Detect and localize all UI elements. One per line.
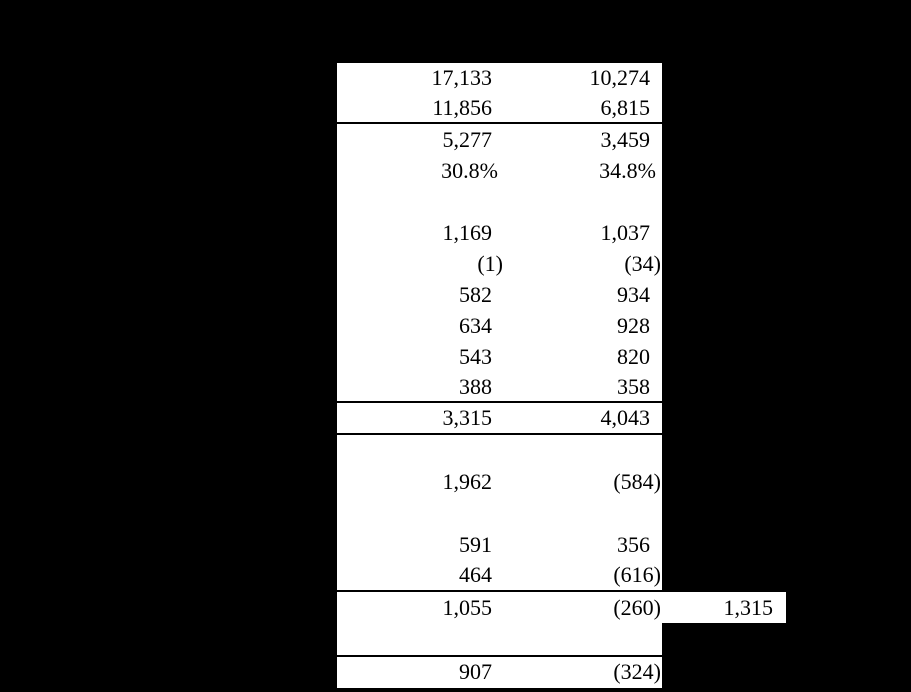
value-cell: 4,043 xyxy=(600,405,650,430)
value-cell: 907 xyxy=(459,658,492,684)
value-cell: 6,815 xyxy=(600,94,650,120)
table-row-spacer xyxy=(337,623,662,655)
value-cell: (584) xyxy=(613,469,661,495)
value-cell: 3,315 xyxy=(442,405,492,430)
table-row xyxy=(337,372,662,403)
value-cell: 820 xyxy=(617,343,650,369)
value-cell: (34) xyxy=(624,250,661,276)
value-cell: 1,037 xyxy=(600,219,650,245)
value-cell: 34.8% xyxy=(599,157,656,183)
table-row xyxy=(337,155,662,186)
value-cell: 1,169 xyxy=(442,219,492,245)
value-cell: (260) xyxy=(613,594,661,620)
value-cell: 634 xyxy=(459,312,492,338)
value-cell: 464 xyxy=(459,562,492,588)
table-row xyxy=(337,279,662,310)
value-cell: 543 xyxy=(459,343,492,369)
table-row-spacer xyxy=(337,498,662,529)
value-cell: 928 xyxy=(617,312,650,338)
value-cell: 358 xyxy=(617,373,650,399)
table-row xyxy=(337,248,662,279)
value-cell: 388 xyxy=(459,373,492,399)
value-cell: 3,459 xyxy=(600,126,650,152)
table-row-subtotal xyxy=(337,592,786,624)
value-cell: 934 xyxy=(617,281,650,307)
table-row xyxy=(337,93,662,124)
table-row xyxy=(337,124,662,155)
table-row-spacer xyxy=(337,435,662,466)
value-cell: 582 xyxy=(459,281,492,307)
value-cell: 356 xyxy=(617,531,650,557)
financial-table-panel xyxy=(337,63,773,688)
extension-value-cell: 1,315 xyxy=(723,594,773,620)
value-cell: 17,133 xyxy=(431,65,492,90)
table-row-total xyxy=(337,655,662,687)
value-cell: (1) xyxy=(477,250,503,276)
value-cell: 11,856 xyxy=(432,94,492,120)
table-row-spacer xyxy=(337,186,662,217)
table-row xyxy=(337,217,662,248)
value-cell: 1,962 xyxy=(442,469,492,495)
table-row-subtotal xyxy=(337,403,662,435)
value-cell: 10,274 xyxy=(589,65,650,90)
value-cell: 591 xyxy=(459,531,492,557)
value-cell: 1,055 xyxy=(442,594,492,620)
table-row xyxy=(337,341,662,372)
value-cell: (616) xyxy=(613,562,661,588)
table-row xyxy=(337,310,662,341)
table-row xyxy=(337,63,662,93)
value-cell: (324) xyxy=(613,658,661,684)
value-cell: 30.8% xyxy=(441,157,498,183)
value-cell: 5,277 xyxy=(442,126,492,152)
table-row xyxy=(337,466,662,497)
table-row xyxy=(337,529,662,560)
table-row xyxy=(337,561,662,592)
